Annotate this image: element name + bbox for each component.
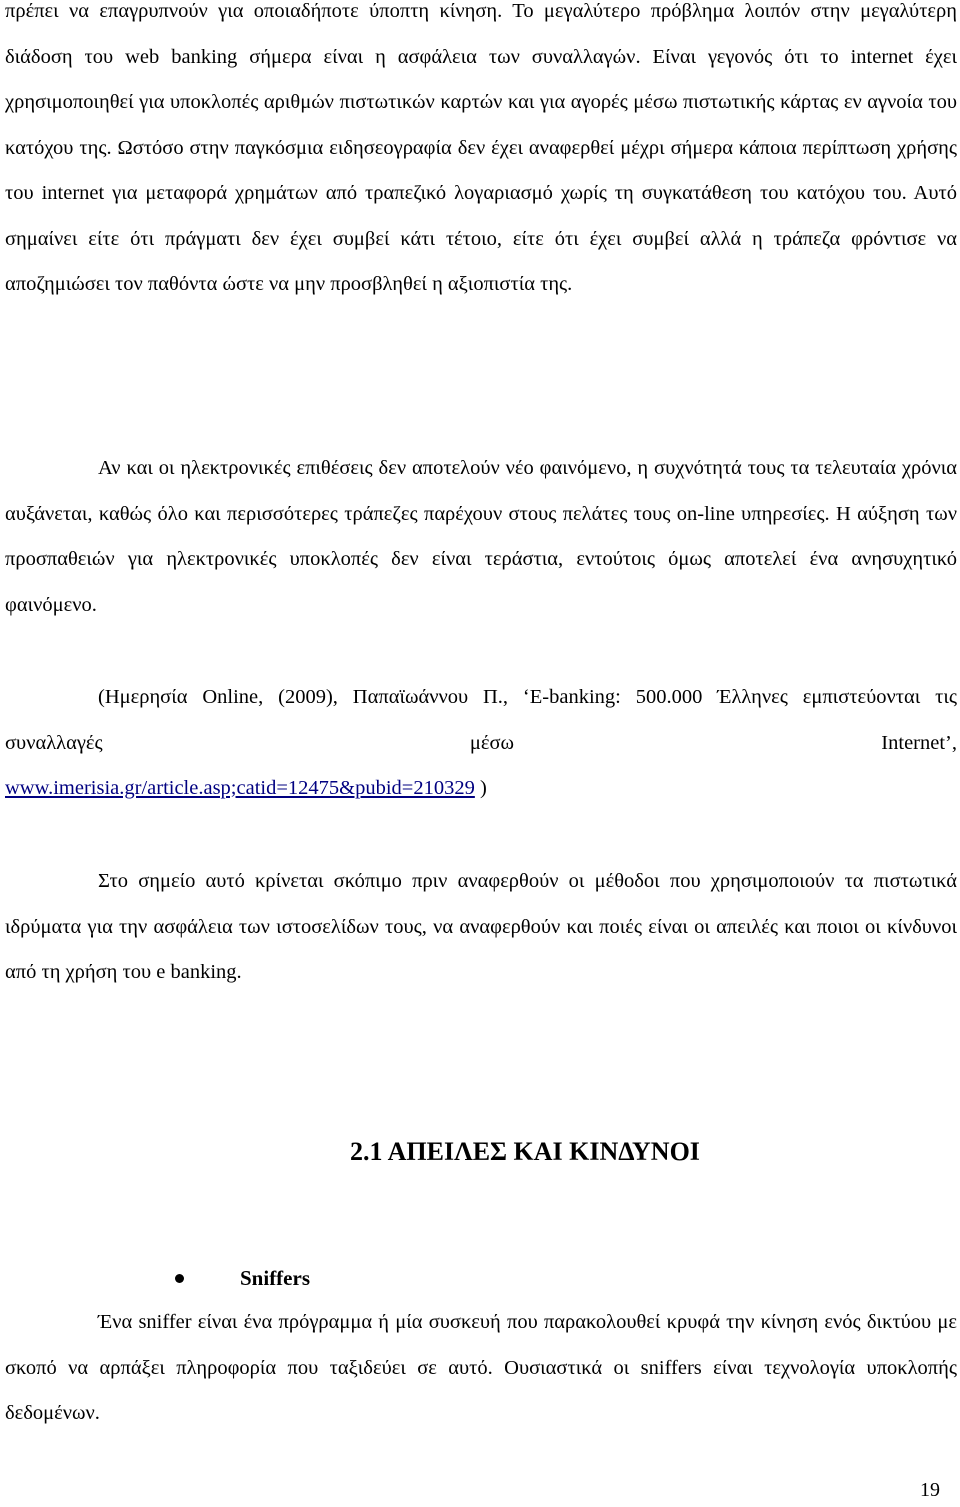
- paragraph-sniffer-definition: Ένα sniffer είναι ένα πρόγραμμα ή μία συσκευή που παρακολουθεί κρυφά την κίνηση ενός δικτύου με σκοπό να αρπάξει πληροφορία που ταξιδεύει σε αυτό. Ουσιαστικά οι sniffers είναι τεχνολογία υποκλοπής δεδομένων.: [5, 1311, 957, 1424]
- citation-paragraph: [5, 675, 957, 766]
- paragraph-electronic-attacks: Αν και οι ηλεκτρονικές επιθέσεις δεν αποτελούν νέο φαινόμενο, η συχνότητά τους τα τελευταία χρόνια αυξάνεται, καθώς όλο και περισσότερες τράπεζες παρέχουν στους πελάτες τους on-line υπηρεσίες. Η αύξηση των προσπαθειών για ηλεκτρονικές υποκλοπές δεν είναι τεράστια, εντούτοις όμως αποτελεί ένα ανησυχητικό φαινόμενο.: [5, 457, 957, 616]
- citation-link[interactable]: www.imerisia.gr/article.asp;catid=12475&pubid=210329: [5, 777, 475, 799]
- page-number: 19: [920, 1479, 940, 1501]
- bullet-icon: [175, 1274, 184, 1283]
- citation-link-line: [5, 766, 957, 812]
- citation-text: (Ημερησία Online, (2009), Παπαϊωάννου Π., ‘E-banking: 500.000 Έλληνες εμπιστεύονται τις συναλλαγές μέσω Internet’,: [5, 686, 957, 754]
- section-heading: 2.1 ΑΠΕΙΛΕΣ ΚΑΙ ΚΙΝΔΥΝΟΙ: [350, 1137, 700, 1166]
- citation-closing: ): [474, 777, 487, 799]
- bullet-item-sniffers: [175, 1258, 310, 1298]
- bullet-label: Sniffers: [240, 1266, 310, 1290]
- paragraph-web-banking-security: πρέπει να επαγρυπνούν για οποιαδήποτε ύποπτη κίνηση. Το μεγαλύτερο πρόβλημα λοιπόν στην μεγαλύτερη διάδοση του web banking σήμερα είναι η ασφάλεια των συναλλαγών. Είναι γεγονός ότι το internet έχει χρησιμοποιηθεί για υποκλοπές αριθμών πιστωτικών καρτών και για αγορές μέσω πιστωτικής κάρτας εν αγνοία του κατόχου της. Ωστόσο στην παγκόσμια ειδησεογραφία δεν έχει αναφερθεί μέχρι σήμερα κάποια περίπτωση χρήσης του internet για μεταφορά χρημάτων από τραπεζικό λογαριασμό χωρίς τη συγκατάθεση του κατόχου του. Αυτό σημαίνει είτε ότι πράγματι δεν έχει συμβεί κάτι τέτοιο, είτε ότι έχει συμβεί αλλά η τράπεζα φρόντισε να αποζημιώσει τον παθόντα ώστε να μην προσβληθεί η αξιοπιστία της.: [5, 0, 957, 295]
- paragraph-methods-intro: Στο σημείο αυτό κρίνεται σκόπιμο πριν αναφερθούν οι μέθοδοι που χρησιμοποιούν τα πιστωτικά ιδρύματα για την ασφάλεια των ιστοσελίδων τους, να αναφερθούν και ποιές είναι οι απειλές και ποιοι οι κίνδυνοι από τη χρήση του e banking.: [5, 870, 957, 983]
